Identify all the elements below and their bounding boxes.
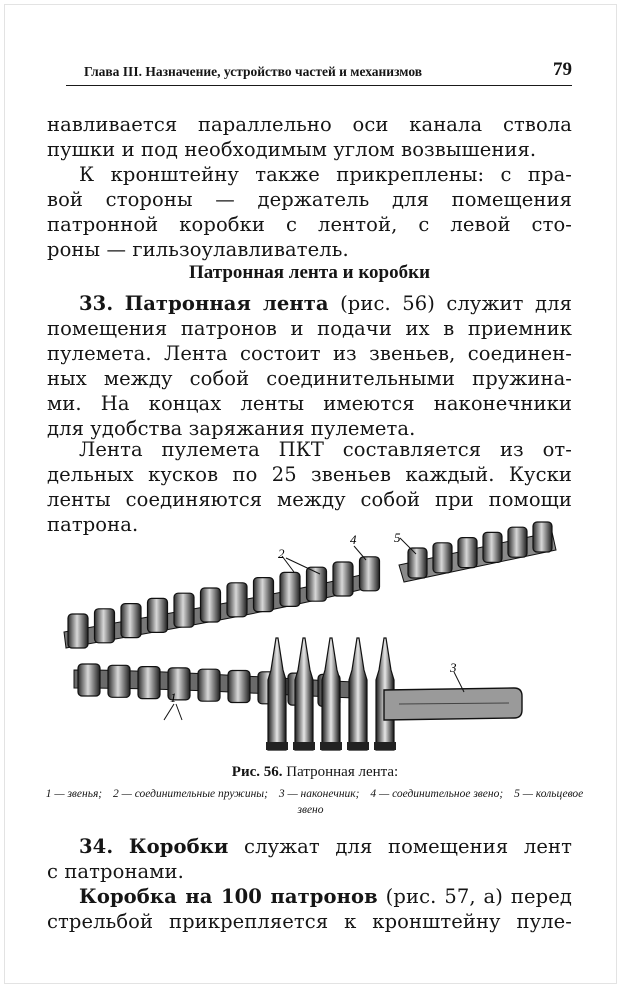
- text-line: для удобства заряжания пулемета.: [47, 417, 416, 440]
- belt-link: [148, 598, 168, 632]
- belt-link: [121, 604, 141, 638]
- belt-link: [174, 593, 194, 627]
- belt-link: [433, 543, 452, 573]
- paragraph-term: Коробка на 100 патронов: [79, 885, 378, 908]
- belt-link: [254, 578, 274, 612]
- belt-link: [360, 557, 380, 591]
- header-rule: [66, 85, 572, 86]
- section-heading: Патронная лента и коробки: [188, 262, 431, 283]
- belt-link: [78, 664, 100, 696]
- belt-link: [483, 532, 502, 562]
- paragraph-34: [47, 834, 572, 884]
- belt-link: [280, 572, 300, 606]
- callout-4: 4: [350, 532, 357, 547]
- bracket-paragraph: [47, 162, 572, 262]
- page-number: 79: [553, 59, 572, 80]
- text-line: с патронами.: [47, 860, 184, 883]
- belt-link: [68, 614, 88, 648]
- cartridges: [266, 638, 396, 750]
- belt-link: [458, 538, 477, 568]
- text-line: стрельбой прикрепляется к кронштейну пуле-: [47, 910, 572, 933]
- text-fragment: служат для помещения лент: [228, 835, 572, 858]
- text-line: К кронштейну также прикреплены: с пра-: [79, 163, 572, 186]
- text-line: ленты соединяются между собой при помощи: [47, 488, 572, 511]
- callout-3: 3: [450, 660, 457, 675]
- paragraph-number: 34.: [79, 835, 114, 858]
- belt-segment-upper: [64, 557, 380, 648]
- paragraph-number: 33.: [79, 292, 114, 315]
- paragraph-term: Патронная лента: [124, 292, 329, 315]
- legend-item: 4 — соединительное звено;: [370, 788, 504, 800]
- text-line: пушки и под необходимым углом возвышения.: [47, 138, 537, 161]
- text-line: помещения патронов и подачи их в приемник: [47, 317, 572, 340]
- cartridge: [320, 638, 342, 750]
- running-title: Глава III. Назначение, устройство частей и механизмов: [84, 64, 423, 79]
- box-100-paragraph: [47, 884, 572, 934]
- callout-1: 1: [170, 690, 177, 705]
- running-head: [84, 59, 572, 83]
- figure-caption: [40, 764, 590, 781]
- cartridge-belt-illustration: [54, 520, 574, 765]
- belt-link: [95, 609, 115, 643]
- belt-link: [201, 588, 221, 622]
- belt-tip: [384, 688, 522, 720]
- legend-item: 2 — соединительные пружины;: [113, 788, 268, 800]
- intro-paragraph: [47, 112, 572, 162]
- figure-number: Рис. 56.: [231, 764, 283, 780]
- figure-legend: [40, 786, 585, 818]
- text-line: Лента пулемета ПКТ составляется из от-: [79, 438, 572, 461]
- text-line: пулемета. Лента состоит из звеньев, соединен-: [47, 342, 572, 365]
- cartridge: [266, 638, 288, 750]
- belt-link: [228, 671, 250, 703]
- figure-title: Патронная лента:: [286, 764, 399, 780]
- text-line: роны — гильзоулавливатель.: [47, 238, 349, 261]
- legend-item: 3 — наконечник;: [278, 788, 360, 800]
- legend-item: 1 — звенья;: [45, 788, 103, 800]
- callout-5: 5: [394, 530, 401, 545]
- belt-segment-right: [399, 522, 556, 582]
- text-fragment: (рис. 57, а) перед: [377, 885, 572, 908]
- belt-link: [533, 522, 552, 552]
- text-line: патронной коробки с лентой, с левой сто-: [47, 213, 572, 236]
- text-line: дельных кусков по 25 звеньев каждый. Куски: [47, 463, 572, 486]
- paragraph-33-first-line: [47, 291, 572, 316]
- text-line: патрона.: [47, 513, 139, 536]
- text-line: навливается параллельно оси канала ствола: [47, 113, 572, 136]
- paragraph-34-first-line: [47, 834, 572, 859]
- belt-link: [138, 667, 160, 699]
- belt-link: [108, 665, 130, 697]
- text-line: ных между собой соединительными пружина-: [47, 367, 572, 390]
- paragraph-term: Коробки: [128, 835, 229, 858]
- legend-item: 5 — кольцевое звено: [297, 788, 584, 816]
- box-100-first-line: [47, 884, 572, 909]
- belt-link: [508, 527, 527, 557]
- belt-link: [408, 548, 427, 578]
- callout-2: 2: [278, 546, 285, 561]
- belt-link: [227, 583, 247, 617]
- cartridge: [347, 638, 369, 750]
- belt-link: [198, 669, 220, 701]
- paragraph-33: [47, 291, 572, 441]
- text-line: ми. На концах ленты имеются наконечники: [47, 392, 572, 415]
- cartridge: [293, 638, 315, 750]
- text-fragment: (рис. 56) служит для: [328, 292, 572, 315]
- text-line: вой стороны — держатель для помещения: [47, 188, 572, 211]
- belt-link: [333, 562, 353, 596]
